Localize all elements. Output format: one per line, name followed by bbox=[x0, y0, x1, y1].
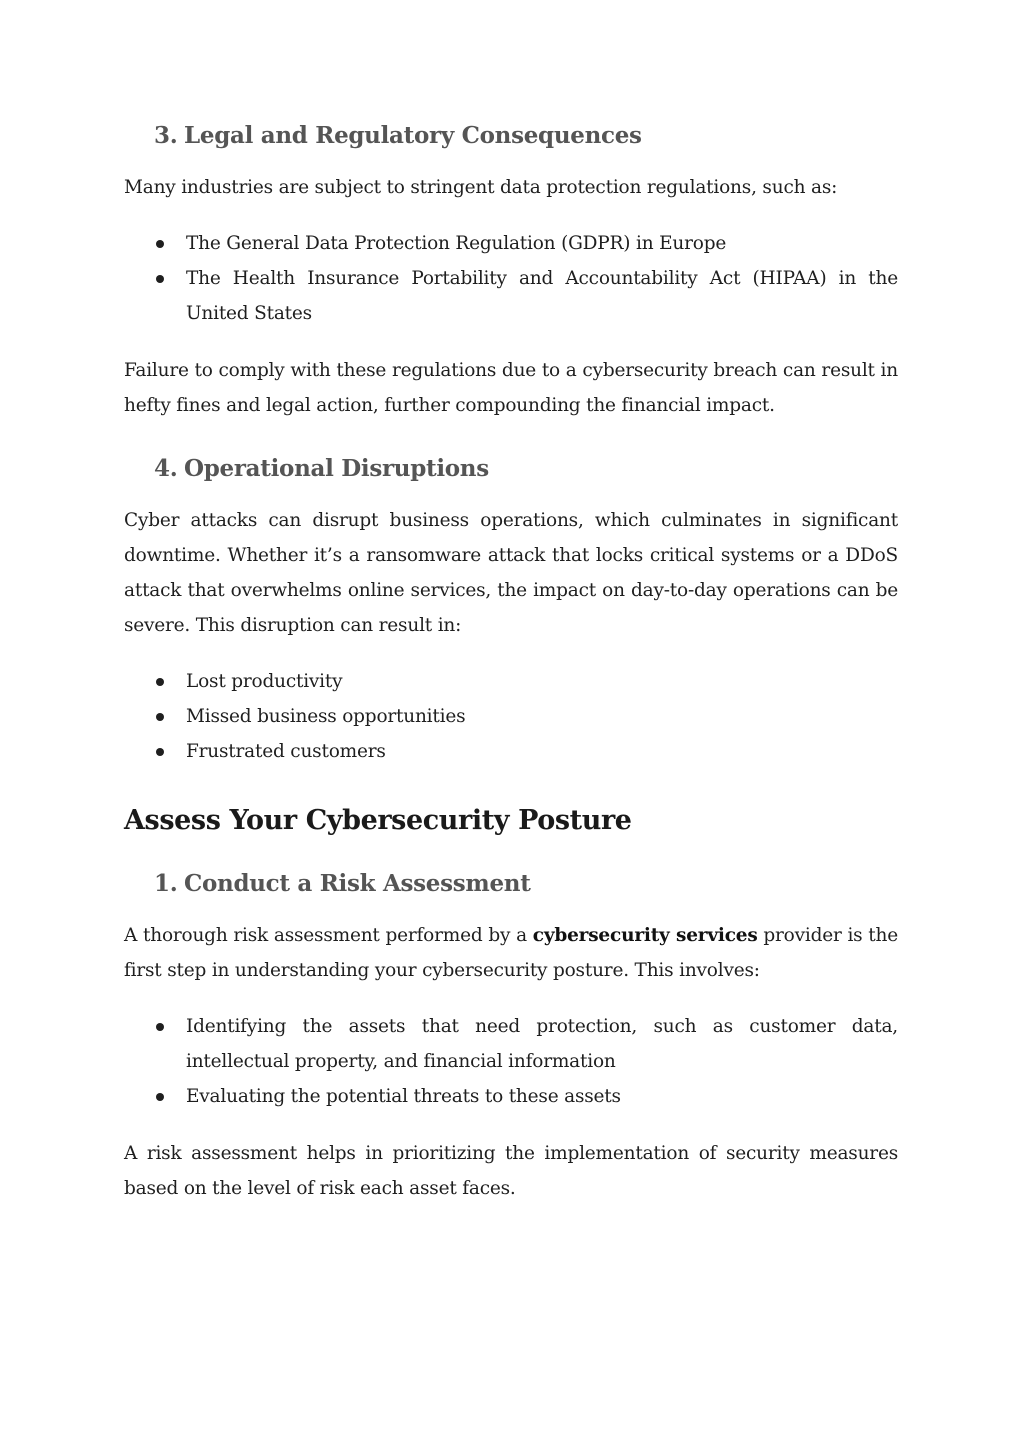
bullet-icon bbox=[156, 1093, 164, 1101]
paragraph-compliance-failure: Failure to comply with these regulations due to a cybersecurity breach can result in hefty fines and legal action, further compounding the financial impact. bbox=[124, 360, 898, 416]
bullet-icon bbox=[156, 275, 164, 283]
list-item bbox=[124, 734, 898, 769]
heading-assess-posture: Assess Your Cybersecurity Posture bbox=[124, 805, 632, 836]
bullet-list-disruption-results bbox=[124, 664, 898, 769]
list-item-text: Evaluating the potential threats to these assets bbox=[186, 1086, 621, 1107]
list-item bbox=[124, 699, 898, 734]
bullet-icon bbox=[156, 1023, 164, 1031]
list-item bbox=[124, 664, 898, 699]
list-item-text: The Health Insurance Portability and Accountability Act (HIPAA) in the United States bbox=[186, 268, 898, 324]
paragraph-risk-assessment-intro bbox=[124, 918, 898, 988]
list-item-text: Identifying the assets that need protection, such as customer data, intellectual property, and financial information bbox=[186, 1016, 898, 1072]
bullet-icon bbox=[156, 748, 164, 756]
list-item-text: The General Data Protection Regulation (GDPR) in Europe bbox=[186, 233, 727, 254]
section-title: Conduct a Risk Assessment bbox=[184, 870, 531, 897]
bullet-icon bbox=[156, 678, 164, 686]
bullet-list-risk-steps bbox=[124, 1009, 898, 1114]
bullet-icon bbox=[156, 713, 164, 721]
list-item-text: Frustrated customers bbox=[186, 741, 386, 762]
section-number: 1. bbox=[154, 870, 178, 897]
section-number: 4. bbox=[154, 455, 178, 482]
bold-keyword: cybersecurity services bbox=[532, 925, 758, 946]
section-number: 3. bbox=[154, 122, 178, 149]
bullet-icon bbox=[156, 240, 164, 248]
paragraph-cyber-attacks: Cyber attacks can disrupt business operations, which culminates in significant downtime. Whether it’s a ransomware attack that locks critical systems or a DDoS attack that overwhelms online services, the impact on day-to-day operations can be severe. This disruption can result in: bbox=[124, 510, 898, 636]
list-item-text: Lost productivity bbox=[186, 671, 343, 692]
text-span: A thorough risk assessment performed by a bbox=[124, 925, 533, 946]
list-item bbox=[124, 226, 898, 261]
section-heading-legal-regulatory bbox=[154, 122, 642, 149]
paragraph-regulations-intro: Many industries are subject to stringent data protection regulations, such as: bbox=[124, 177, 838, 198]
section-heading-operational-disruptions bbox=[154, 455, 489, 482]
text-span: provider is the first step in understanding your cybersecurity posture. This involves: bbox=[124, 925, 898, 981]
list-item-text: Missed business opportunities bbox=[186, 706, 466, 727]
list-item bbox=[124, 261, 898, 331]
bullet-list-regulations bbox=[124, 226, 898, 331]
section-title: Operational Disruptions bbox=[184, 455, 489, 482]
section-heading-risk-assessment bbox=[154, 870, 531, 897]
section-title: Legal and Regulatory Consequences bbox=[184, 122, 642, 149]
list-item bbox=[124, 1079, 898, 1114]
paragraph-risk-prioritization: A risk assessment helps in prioritizing the implementation of security measures based on the level of risk each asset faces. bbox=[124, 1143, 898, 1199]
list-item bbox=[124, 1009, 898, 1079]
